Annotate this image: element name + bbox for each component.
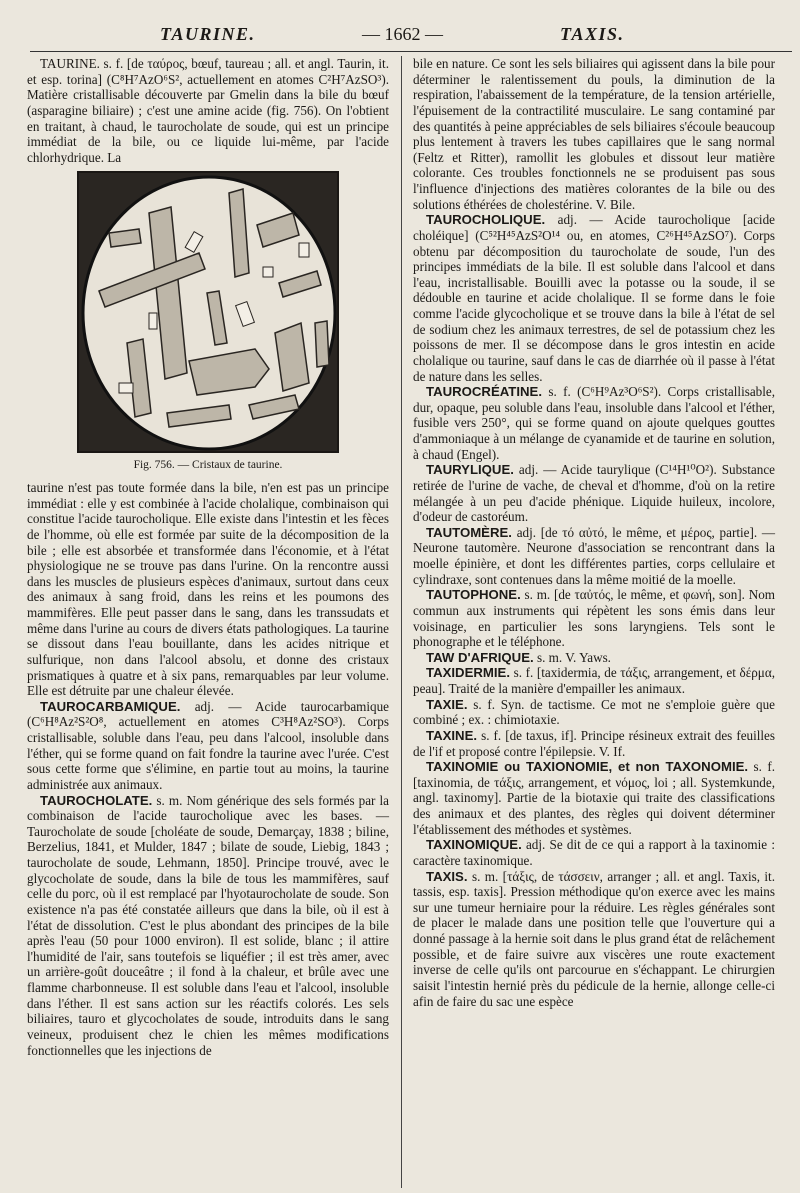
page-number: — 1662 — [362, 24, 443, 44]
entry-body: adj. — Acide taurocholique [acide choléique] (C⁵²H⁴⁵AzS²O¹⁴ ou, en atomes, C²⁶H⁴⁵AzSO⁷). Corps obtenu par décomposition du taurocholate de soude, l'un des principes immédiats de la bile. Il est soluble dans l'alcool et dans l'eau, incristallisable. Bouilli avec la potasse ou la soude, il se dédouble en taurine et acide cholalique. Il se forme dans le foie comme l'acide glycocholique et se trouve dans la bile à l'état de sel de sodium chez les animaux terrestres, de sel de potassium chez les poissons de mer. Il se décompose dans le gros intestin en acide cholalique ou taurine, sauf dans le cas de diarrhée où il passe à l'état de nature dans les selles. [413, 212, 775, 384]
entry-body: s. f. [de taxus, if]. Principe résineux extrait des feuilles de l'if et proposé contre l'épilepsie. V. If. [413, 727, 775, 759]
headword: TAXIDERMIE. [426, 665, 511, 681]
entry-taurocholique [413, 212, 775, 384]
entry-continuation: bile en nature. Ce sont les sels biliaires qui agissent dans la bile pour déterminer le ralentissement du pouls, la diminution de la respiration, l'abaissement de la température, de la tension artérielle, l'épuisement de la contractilité musculaire. Le sang contaminé par des quantités à peine appréciables de sels biliaires s'écoule beaucoup plus lentement à travers les tubes capillaires que le sang normal (Feltz et Ritter), ramollit les globules et dissout leur matière colorante. Ces troubles fonctionnels ne se produisent pas sous l'influence d'injections des matières colorantes de la bile ou des solutions éthérées de cholestérine. V. Bile. [413, 56, 775, 212]
entry-body: s. m. V. Yaws. [536, 649, 611, 665]
entry-taurine: TAURINE. s. f. [de ταύρος, bœuf, taureau ; all. et angl. Taurin, it. et esp. torina] (C⁸H⁷AzO⁶S², actuellement en atomes C²H⁷AzSO³). Matière cristallisable découverte par Gmelin dans la bile du bœuf (asparagine biliaire) ; c'est une amine acide (fig. 756). On l'obtient en traitant, à chaud, le taurocholate de soude, qui est un principe immédiat de la bile, ou ce liquide lui-même, par l'acide chlorhydrique. La [27, 56, 389, 165]
headword: TAUROCARBAMIQUE. [40, 698, 181, 714]
headword: TAW D'AFRIQUE. [426, 649, 534, 665]
page-header [0, 0, 800, 52]
header-right-term: TAXIS. [560, 24, 625, 44]
figure-caption: Fig. 756. — Cristaux de taurine. [133, 459, 283, 472]
figure-756 [77, 171, 339, 474]
headword: TAUROCRÉATINE. [426, 384, 542, 400]
headword: TAUROCHOLIQUE. [426, 212, 546, 228]
entry-body: s. m. [τάξις, de τάσσειν, arranger ; all. et angl. Taxis, it. tassis, esp. taxis]. Pression méthodique qu'on exerce avec les mains sur une tumeur herniaire pour la réduire. Les règles générales sont de placer le malade dans une position telle que l'ouverture qui a donné passage à la hernie soit dans le plus grand état de relâchement possible, et de faire suivre aux viscères une route exactement inverse de celle qu'ils ont parcourue en s'échappant. Le chirurgien saisit l'intestin hernié près du pédicule de la hernie, allonge celle-ci afin de faire du sac une espèce [413, 868, 775, 1009]
entry-taurocreatine [413, 384, 775, 462]
entry-taurylique [413, 462, 775, 525]
entry-taw [413, 650, 775, 666]
headword: TAUTOMÈRE. [426, 524, 512, 540]
left-column [27, 56, 389, 1188]
entry-taurocholate [27, 793, 389, 1059]
header-left-term: TAURINE. [160, 24, 256, 44]
header-rule [30, 51, 792, 52]
entry-taxine [413, 728, 775, 759]
entry-taxinomie [413, 759, 775, 837]
entry-taxie [413, 697, 775, 728]
headword: TAXIS. [426, 868, 468, 884]
entry-body: adj. — Acide taurocarbamique (C⁶H⁸Az²S²O⁸, actuellement en atomes C³H⁸Az²SO³). Corps cristallisable, soluble dans l'eau, peu dans l'alcool, insoluble dans l'éther, qui se forme quand on fait fondre la taurine avec l'urée. C'est sous cette forme que s'élimine, en partie tout au moins, la taurine administrée aux animaux. [27, 698, 389, 792]
entry-tautophone [413, 587, 775, 650]
headword: TAXINOMIQUE. [426, 837, 522, 853]
entry-body: adj. — Acide taurylique (C¹⁴H¹⁰O²). Substance retirée de l'urine de vache, de cheval et d'homme, d'où on la retire mélangée à un peu d'acide phénique. Liquide huileux, incolore, d'odeur de castoréum. [413, 462, 775, 525]
entry-tautomere [413, 525, 775, 588]
entry-body: s. f. [taxinomia, de τάξις, arrangement, et νόμος, loi ; all. Systemkunde, angl. taxinomy]. Partie de la biotaxie qui traite des classifications des animaux et des plantes, des règles qui doivent déterminer l'établissement des méthodes et systèmes. [413, 759, 775, 837]
entry-body: s. m. [de ταὐτός, le même, et φωνή, son]. Nom commun aux instruments qui répètent les sons émis dans leur voisinage, en particulier les sons laryngiens. Tels sont le phonographe et le téléphone. [413, 587, 775, 650]
entry-taurine-continued: taurine n'est pas toute formée dans la bile, n'en est pas un principe immédiat : elle y est combinée à l'acide cholalique, combinaison qui constitue l'acide taurocholique. Elle existe dans l'intestin et les fèces de l'homme, où elle est formée par suite de la décomposition de la bile ; elle est absorbée et transformée dans l'économie, et à l'état physiologique ne se trouve pas dans l'urine. On la rencontre aussi dans les muscles de plusieurs espèces d'animaux, surtout dans ceux des animaux à sang froid, dans les reins et les poumons des mammifères. Elle peut passer dans le sang, dans les transsudats et même dans l'urine au cours de divers états pathologiques. La taurine se dissout dans l'eau bouillante, dans les acides nitrique et sulfurique, non dans l'alcool absolu, et donne des cristaux prismatiques à quatre et à six pans, remarquables par leur volume. Elle est détruite par une chaleur élevée. [27, 480, 389, 699]
headword: TAUTOPHONE. [426, 587, 521, 603]
headword: TAXINE. [426, 727, 478, 743]
entry-taxinomique [413, 837, 775, 868]
crystal-drawing [79, 173, 337, 451]
headword: TAURYLIQUE. [426, 462, 514, 478]
entry-body: adj. [de τό αὐτό, le même, et μέρος, partie]. — Neurone tautomère. Neurone d'association se rencontrant dans la moelle épinière, et dont les différentes parties, corps cellulaire et cylindraxe, sont contenues dans la même moitié de la moelle. [413, 524, 775, 587]
entry-body: adj. Se dit de ce qui a rapport à la taxinomie : caractère taxinomique. [413, 837, 775, 868]
crystal-illustration [77, 171, 339, 453]
entry-body: s. m. Nom générique des sels formés par la combinaison de l'acide taurocholique avec les bases. — Taurocholate de soude [choléate de soude, Demarçay, 1838 ; biline, Berzelius, 1841, et Mulder, 1847 ; bilate de soude, Liebig, 1843 ; taurocholate de soude, Lehmann, 1850]. Principe trouvé, avec le glycocholate de soude, dans la bile de tous les mammifères, sauf celle du porc, où il est remplacé par l'hyotaurocholate de soude. Son existence n'a pas été constatée ailleurs que dans la bile, où il est à l'état de dissolution. C'est le plus abondant des principes de la bile après l'eau (50 pour 1000 environ). Il est solide, blanc ; il attire l'humidité de l'air, sans toutefois se liquéfier ; il est très amer, avec un arrière-goût douceâtre ; il fond à la chaleur, et brûle avec une flamme charbonneuse. Il est soluble dans l'eau et l'alcool, insoluble dans l'éther. Il est sans action sur les réactifs colorés. Les sels biliaires, tauro et glycocholates de soude, introduits dans le sang veineux, produisent chez le chien les mêmes modifications fonctionnelles que les injections de [27, 792, 389, 1058]
right-column [413, 56, 775, 1190]
entry-body: s. f. (C⁶H⁹Az³O⁶S²). Corps cristallisable, dur, opaque, peu soluble dans l'eau, insoluble dans l'alcool et l'éther, fusible vers 250°, qui se forme quand on ajoute quelques gouttes d'ammoniaque à un mélange de cyanamide et de taurine en solution, à chaud (Engel). [413, 384, 775, 462]
entry-taurocarbamique [27, 699, 389, 793]
entry-taxis [413, 869, 775, 1010]
headword: TAXIE. [426, 696, 468, 712]
column-divider [401, 56, 402, 1188]
headword: TAUROCHOLATE. [40, 792, 153, 808]
entry-body: s. f. [taxidermia, de τάξις, arrangement, et δέρμα, peau]. Traité de la manière d'empailler les animaux. [413, 665, 775, 696]
entry-body: s. f. Syn. de tactisme. Ce mot ne s'emploie guère que combiné ; ex. : chimiotaxie. [413, 696, 775, 728]
entry-taxidermie [413, 665, 775, 696]
headword: TAXINOMIE ou TAXIONOMIE, et non TAXONOMIE. [426, 759, 749, 775]
